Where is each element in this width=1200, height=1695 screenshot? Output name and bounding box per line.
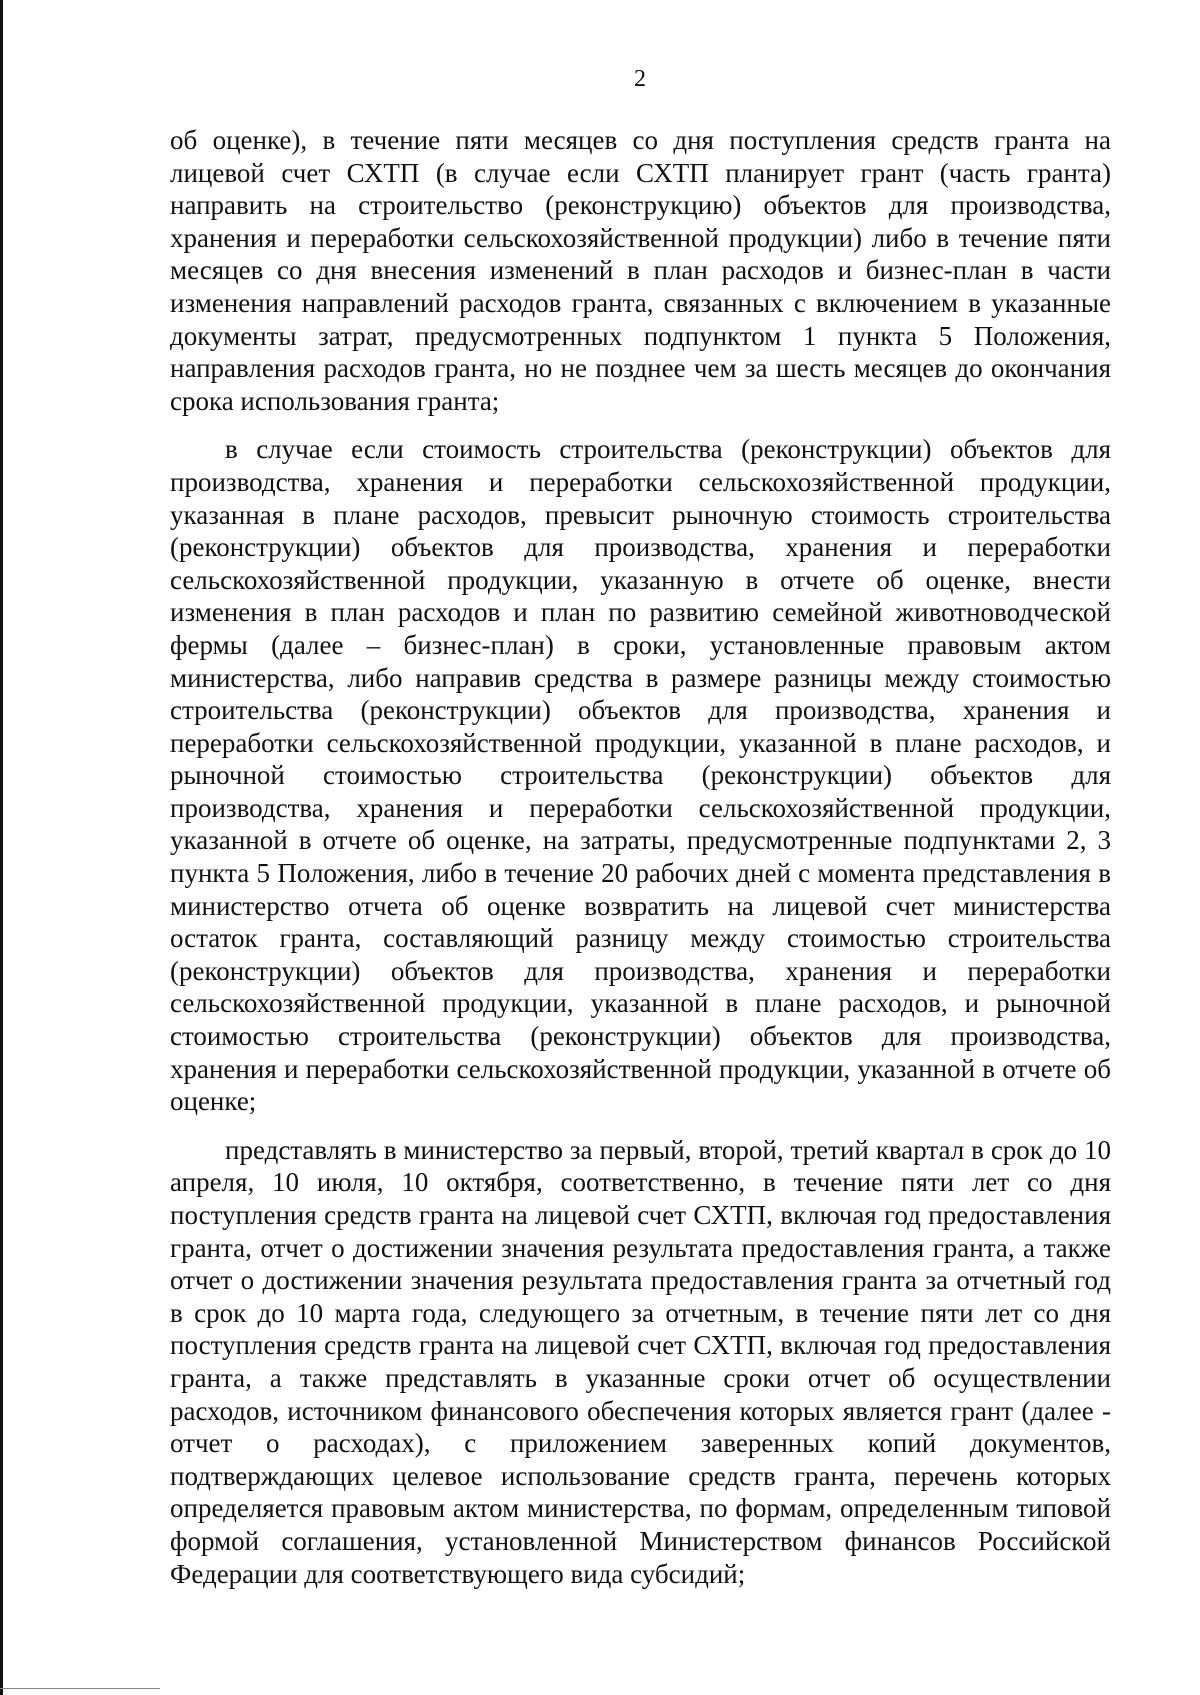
paragraph-1: об оценке), в течение пяти месяцев со дня поступления средств гранта на лицевой счет СХТП (в случае если СХТП планирует грант (часть гранта) направить на строительство (реконструкцию) объектов для производства, хранения и переработки сельскохозяйственной продукции) либо в течение пяти месяцев со дня внесения изменений в план расходов и бизнес-план в части изменения направлений расходов гранта, связанных с включением в указанные документы затрат, предусмотренных подпунктом 1 пункта 5 Положения, направления расходов гранта, но не позднее чем за шесть месяцев до окончания срока использования гранта; bbox=[170, 125, 1111, 416]
document-body bbox=[170, 124, 1111, 1590]
page-number: 2 bbox=[634, 66, 646, 92]
paragraph-3: представлять в министерство за первый, второй, третий квартал в срок до 10 апреля, 10 июля, 10 октября, соответственно, в течение пяти лет со дня поступления средств гранта на лицевой счет СХТП, включая год предоставления гранта, отчет о достижении значения результата предоставления гранта, а также отчет о достижении значения результата предоставления гранта за отчетный год в срок до 10 марта года, следующего за отчетным, в течение пяти лет со дня поступления средств гранта на лицевой счет СХТП, включая год предоставления гранта, а также представлять в указанные сроки отчет об осуществлении расходов, источником финансового обеспечения которых является грант (далее - отчет о расходах), с приложением заверенных копий документов, подтверждающих целевое использование средств гранта, перечень которых определяется правовым актом министерства, по формам, определенным типовой формой соглашения, установленной Министерством финансов Российской Федерации для соответствующего вида субсидий; bbox=[170, 1134, 1111, 1589]
scan-edge-left bbox=[0, 0, 3, 1695]
paragraph-2: в случае если стоимость строительства (реконструкции) объектов для производства, хранения и переработки сельскохозяйственной продукции, указанная в плане расходов, превысит рыночную стоимость строительства (реконструкции) объектов для производства, хранения и переработки сельскохозяйственной продукции, указанную в отчете об оценке, внести изменения в план расходов и план по развитию семейной животноводческой фермы (далее – бизнес-план) в сроки, установленные правовым актом министерства, либо направив средства в размере разницы между стоимостью строительства (реконструкции) объектов для производства, хранения и переработки сельскохозяйственной продукции, указанной в плане расходов, и рыночной стоимостью строительства (реконструкции) объектов для производства, хранения и переработки сельскохозяйственной продукции, указанной в отчете об оценке, на затраты, предусмотренные подпунктами 2, 3 пункта 5 Положения, либо в течение 20 рабочих дней с момента представления в министерство отчета об оценке возвратить на лицевой счет министерства остаток гранта, составляющий разницу между стоимостью строительства (реконструкции) объектов для производства, хранения и переработки сельскохозяйственной продукции, указанной в плане расходов, и рыночной стоимостью строительства (реконструкции) объектов для производства, хранения и переработки сельскохозяйственной продукции, указанной в отчете об оценке; bbox=[170, 434, 1111, 1117]
scan-edge-bottom bbox=[0, 1688, 160, 1689]
